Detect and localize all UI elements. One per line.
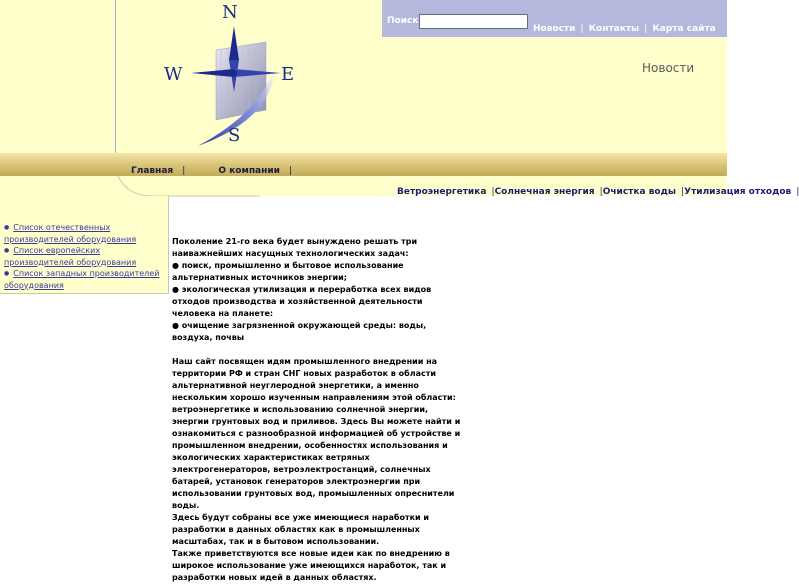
main-content <box>172 236 464 584</box>
sidebar-link-european[interactable]: Список европейских производителей оборудования <box>4 246 137 267</box>
header-right-panel <box>382 37 727 153</box>
header-left-panel <box>0 0 115 153</box>
bullet-icon: ● <box>172 321 182 330</box>
compass-n-label: N <box>222 2 238 23</box>
compass-w-label: W <box>164 64 183 85</box>
content-intro: Поколение 21-го века будет вынуждено решать три наиважнейших насущных технологических задач: <box>172 237 418 258</box>
bullet-icon: ● <box>172 285 182 294</box>
sub-nav <box>397 179 799 198</box>
subnav-separator: | <box>491 187 495 197</box>
subnav-item-waste[interactable]: Утилизация отходов <box>684 187 792 197</box>
section-title: Новости <box>642 61 695 75</box>
compass-e-label: E <box>281 64 295 85</box>
nav-separator: | <box>289 166 293 176</box>
contacts-link[interactable]: Контакты <box>588 24 640 34</box>
content-paragraph: Здесь будут собраны все уже имеющиеся наработки и разработки в данных областях как в промышленных масштабах, так и в бытовом использовании. <box>172 513 430 546</box>
main-nav <box>131 158 292 177</box>
compass-logo-icon <box>116 0 382 153</box>
content-task <box>172 320 464 344</box>
nav-item-about[interactable]: О компании <box>218 166 280 176</box>
sidebar-item-domestic <box>4 222 168 245</box>
bullet-icon: ● <box>4 270 10 277</box>
content-task-text: поиск, промышленно и бытовое использование альтернативных источников энергии; <box>172 261 404 282</box>
subnav-separator: | <box>599 187 603 197</box>
content-task <box>172 260 464 284</box>
compass-logo-panel <box>115 0 383 153</box>
content-task <box>172 284 464 320</box>
subnav-separator: | <box>796 187 799 197</box>
subnav-item-water[interactable]: Очистка воды <box>602 187 676 197</box>
sidebar-list <box>4 222 168 291</box>
content-paragraph: Также приветствуются все новые идеи как по внедрению в широкое использование уже имеющихся наработок, так и разработки новых идей в данных областях. <box>172 549 450 582</box>
subnav-item-wind[interactable]: Ветроэнергетика <box>397 187 487 197</box>
main-nav-bar <box>0 153 727 176</box>
sidebar-item-western <box>4 268 168 291</box>
subnav-separator: | <box>681 187 685 197</box>
search-label: Поиск <box>387 16 419 26</box>
content-paragraph: Наш сайт посвящен идям промышленного внедрении на территории РФ и стран СНГ новых разработок в области альтернативной неуглеродной энергетики, а именно нескольким хорошо изученным направлениям этой области: ветроэнергетике и использованию солнечной энергии, энергии грунтовых вод и приливов. Здесь Вы можете найти и ознакомиться с разнообразной информацией об устройстве и промышленном внедрении, особенностях использования и экологических характеристиках ветряных электрогенераторов, ветроэлектростанций, солнечных батарей, установок генераторов электроэнергии при использовании грунтовых вод, промышленных опреснители воды. <box>172 357 461 510</box>
content-task-text: очищение загрязненной окружающей среды: воды, воздуха, почвы <box>172 321 427 342</box>
bullet-icon: ● <box>4 224 10 231</box>
top-separator: | <box>644 24 648 34</box>
decorative-curve <box>0 176 260 196</box>
content-task-text: экологическая утилизация и переработка всех видов отходов производства и хозяйственной деятельности человека на планете: <box>172 285 432 318</box>
sidebar-item-european <box>4 245 168 268</box>
sidebar-link-western[interactable]: Список западных производителей оборудования <box>4 269 160 290</box>
bullet-icon: ● <box>172 261 182 270</box>
news-link[interactable]: Новости <box>533 24 576 34</box>
sidebar-link-domestic[interactable]: Список отечественных производителей оборудования <box>4 223 137 244</box>
bullet-icon: ● <box>4 247 10 254</box>
compass-s-label: S <box>228 125 241 146</box>
subnav-item-solar[interactable]: Солнечная энергия <box>494 187 595 197</box>
nav-item-home[interactable]: Главная <box>131 166 174 176</box>
nav-separator: | <box>182 166 186 176</box>
top-links <box>533 16 716 35</box>
search-input[interactable] <box>419 14 528 29</box>
top-separator: | <box>580 24 584 34</box>
sitemap-link[interactable]: Карта сайта <box>652 24 716 34</box>
